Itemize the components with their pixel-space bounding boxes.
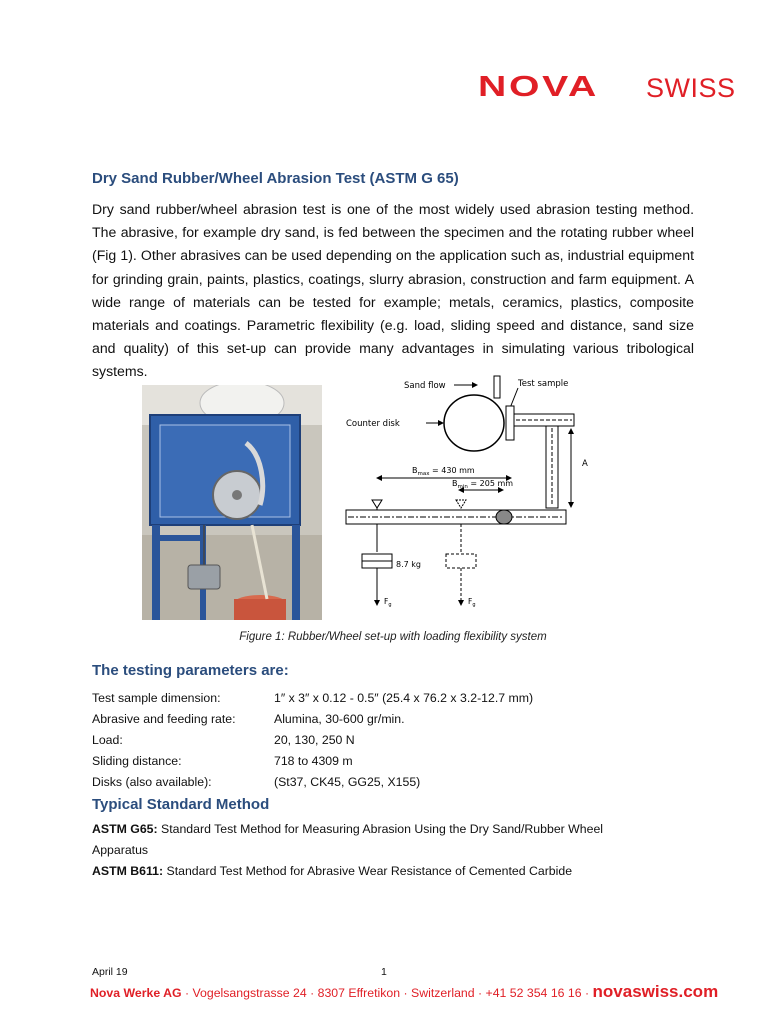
method-code: ASTM G65: (92, 822, 158, 836)
bmin-letter: B (452, 479, 458, 488)
footer-contact (90, 983, 740, 1002)
method-heading: Typical Standard Method (92, 796, 270, 813)
param-label: Load: (92, 733, 123, 747)
footer-date: April 19 (92, 966, 128, 978)
svg-text:Fg (384, 597, 392, 608)
section-title: Dry Sand Rubber/Wheel Abrasion Test (ASTM G 65) (92, 170, 459, 187)
bmin-value: = 205 mm (467, 479, 514, 488)
param-row (92, 709, 533, 730)
setup-schematic (340, 374, 590, 622)
force-sub-1: g (388, 602, 392, 608)
svg-text:Fg (468, 597, 476, 608)
nova-swiss-logo (478, 70, 740, 104)
test-rig-photo (142, 385, 322, 620)
method-item (92, 819, 652, 861)
sand-flow-label: Sand flow (404, 381, 446, 391)
logo-nova-text: NOVA (478, 71, 600, 103)
intro-paragraph: Dry sand rubber/wheel abrasion test is one of the most widely used abrasion testing method. The abrasive, for example dry sand, is fed between the specimen and the rotating rubber wheel (Fig 1). Other abrasives can be used depending on the application such as, industrial equipment for grinding grain, paints, plastics, coatings, slurry abrasion, construction and farm equipment. A wide range of materials can be tested for example; metals, ceramics, plastics, composite materials and coatings. Parametric flexibility (e.g. load, sliding speed and distance, sand size and quality) of this set-up can provide many advantages in simulating various tribological systems. (92, 201, 694, 380)
params-list (92, 688, 533, 793)
param-label: Sliding distance: (92, 754, 182, 768)
test-sample-label: Test sample (518, 379, 569, 389)
param-value: (St37, CK45, GG25, X155) (274, 775, 421, 789)
force-letter-1: F (384, 597, 389, 606)
bmax-sub: max (417, 471, 430, 477)
bmin-sub: min (457, 484, 468, 490)
force-letter-2: F (468, 597, 473, 606)
param-row (92, 688, 533, 709)
figure-caption: Figure 1: Rubber/Wheel set-up with loading flexibility system (239, 631, 547, 643)
svg-text:Bmax = 430 mm (412, 466, 475, 477)
bmax-letter: B (412, 466, 418, 475)
footer-website-link[interactable]: novaswiss.com (592, 982, 719, 1001)
param-value: 718 to 4309 m (274, 754, 353, 768)
method-item (92, 861, 652, 882)
bmax-value: = 430 mm (429, 466, 475, 475)
methods-list (92, 819, 652, 882)
footer-address: · Vogelsangstrasse 24 · 8307 Effretikon · Switzerland · +41 52 354 16 16 · (181, 986, 593, 1000)
logo-swiss-text: SWISS (646, 73, 736, 103)
param-value: 1″ x 3″ x 0.12 - 0.5″ (25.4 x 76.2 x 3.2-12.7 mm) (274, 691, 534, 705)
param-label: Test sample dimension: (92, 691, 221, 705)
param-label: Disks (also available): (92, 775, 212, 789)
param-row (92, 751, 533, 772)
dim-a-label: A (582, 459, 588, 469)
counter-disk-label: Counter disk (346, 419, 400, 429)
param-row (92, 772, 533, 793)
method-text: Standard Test Method for Abrasive Wear Resistance of Cemented Carbide (163, 864, 573, 878)
weight-label: 8.7 kg (396, 560, 421, 569)
params-heading: The testing parameters are: (92, 662, 289, 679)
param-row (92, 730, 533, 751)
force-sub-2: g (472, 602, 476, 608)
method-code: ASTM B611: (92, 864, 164, 878)
svg-text:Bmin = 205 mm (452, 479, 513, 490)
page-number: 1 (381, 966, 387, 978)
param-value: 20, 130, 250 N (274, 733, 355, 747)
method-text: Standard Test Method for Measuring Abrasion Using the Dry Sand/Rubber Wheel Apparatus (92, 822, 604, 857)
param-label: Abrasive and feeding rate: (92, 712, 236, 726)
param-value: Alumina, 30-600 gr/min. (274, 712, 405, 726)
footer-company: Nova Werke AG (90, 986, 182, 1000)
